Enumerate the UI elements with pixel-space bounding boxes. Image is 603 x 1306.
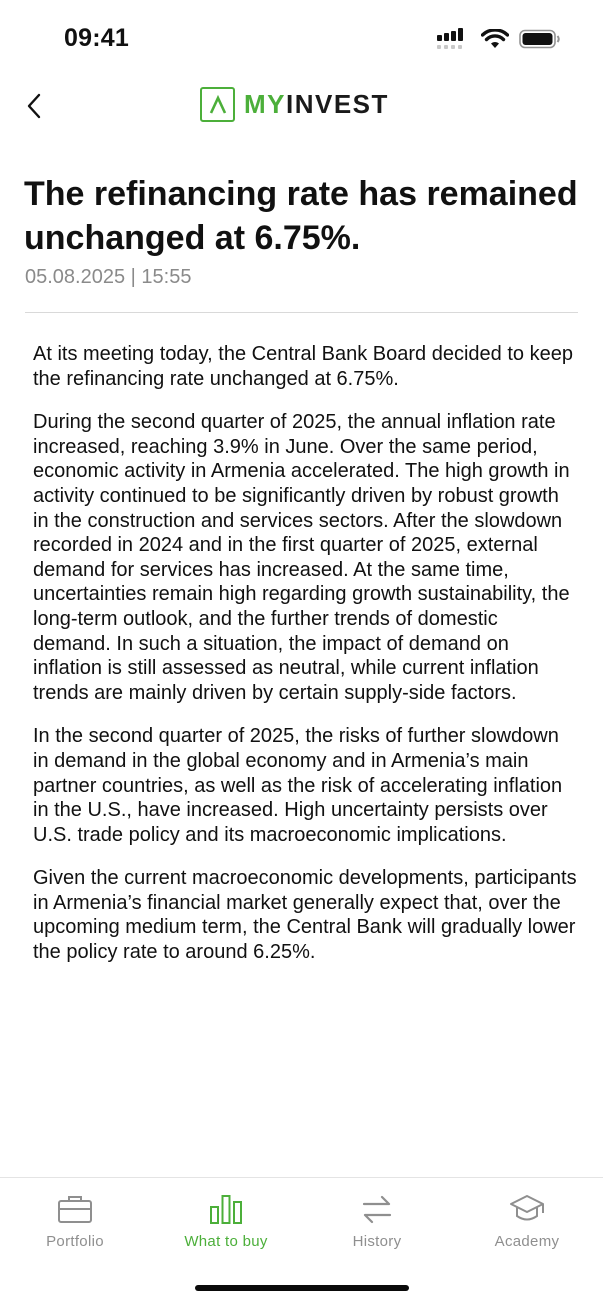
tab-history[interactable] (302, 1192, 452, 1250)
divider (25, 312, 578, 313)
logo-mark-icon (200, 87, 235, 122)
tab-academy[interactable] (452, 1192, 602, 1250)
tab-label: Portfolio (46, 1233, 104, 1250)
cellular-signal-icon (437, 28, 471, 50)
tab-portfolio[interactable] (0, 1192, 150, 1250)
graduation-cap-icon (509, 1192, 545, 1226)
article-paragraph: Given the current macroeconomic developments, participants in Armenia’s financial market generally expect that, over the upcoming medium term, the Central Bank will gradually lower the policy rate to around 6.25%. (33, 867, 577, 964)
app-logo (200, 87, 389, 122)
tab-label: What to buy (184, 1233, 268, 1250)
nav-header (0, 80, 603, 140)
home-indicator[interactable] (195, 1285, 409, 1291)
tab-label: History (352, 1233, 402, 1250)
article-paragraph: In the second quarter of 2025, the risks of further slowdown in demand in the global economy and in Armenia’s main partner countries, as well as the risk of accelerating inflation in the U.S., have increased. High uncertainty persists over U.S. trade policy and its macroeconomic implications. (33, 725, 563, 846)
status-time: 09:41 (64, 24, 129, 52)
status-icons (437, 28, 561, 50)
article-paragraph: During the second quarter of 2025, the annual inflation rate increased, reaching 3.9% in June. Over the same period, economic activity in Armenia accelerated. The high growth in activity continued to be significantly driven by robust growth in the construction and services sectors. After the slowdown recorded in 2024 and in the first quarter of 2025, external demand for services has increased. At the same time, uncertainties remain high regarding growth sustainability, the long-term outlook, and the further trends of domestic demand. In such a situation, the impact of demand on inflation is still assessed as neutral, while current inflation trends are mainly driven by certain supply-side factors. (33, 411, 570, 704)
swap-arrows-icon (359, 1192, 395, 1226)
article-paragraph: At its meeting today, the Central Bank Board decided to keep the refinancing rate unchanged at 6.75%. (33, 343, 573, 390)
logo-text-rest: INVEST (286, 89, 389, 119)
tab-label: Academy (494, 1233, 560, 1250)
article-date-time: 05.08.2025 | 15:55 (25, 266, 192, 288)
bar-chart-icon (208, 1192, 244, 1226)
briefcase-icon (57, 1192, 93, 1226)
article-title: The refinancing rate has remained unchanged at 6.75%. (24, 175, 578, 257)
status-bar (0, 0, 603, 80)
tab-what-to-buy[interactable] (151, 1192, 301, 1250)
logo-text-accent: MY (244, 89, 286, 119)
chevron-left-icon (26, 93, 42, 119)
wifi-icon (481, 29, 509, 49)
battery-icon (519, 29, 561, 49)
logo-text (244, 89, 389, 120)
back-button[interactable] (18, 90, 50, 122)
article-body (33, 342, 578, 984)
